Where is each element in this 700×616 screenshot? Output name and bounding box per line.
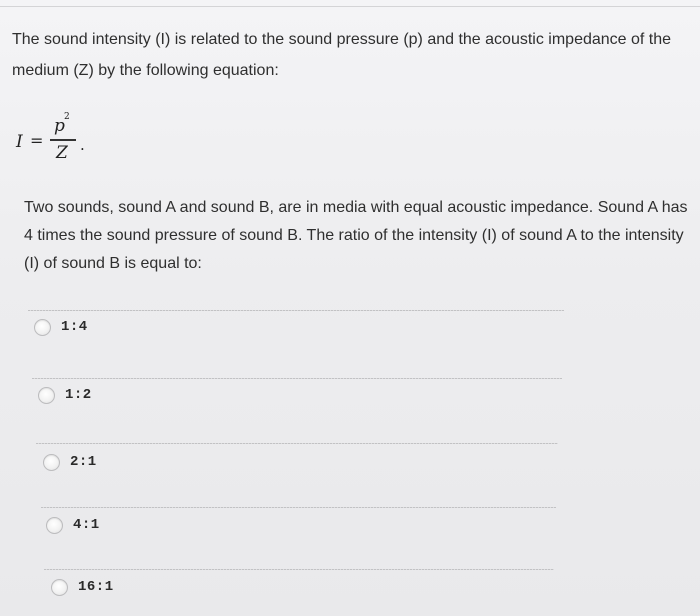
option-1-2[interactable]	[38, 384, 92, 406]
option-divider	[36, 443, 558, 444]
question-intro: The sound intensity (I) is related to the sound pressure (p) and the acoustic impedance of the medium (Z) by the following equation:	[12, 31, 672, 79]
radio-button[interactable]	[51, 579, 68, 596]
fraction-bar	[50, 139, 76, 141]
option-divider	[28, 310, 564, 311]
question-prompt: Two sounds, sound A and sound B, are in media with equal acoustic impedance. Sound A has 4 times the sound pressure of sound B. The ratio of the intensity (I) of sound A to the intensity (I) of sound B is equal to:	[24, 199, 688, 272]
equation-denominator: Z	[56, 143, 68, 163]
option-label: 2:1	[70, 454, 97, 470]
option-label: 16:1	[78, 579, 114, 595]
option-label: 1:4	[61, 319, 88, 335]
equation-terminator: .	[80, 136, 85, 154]
option-16-1[interactable]	[51, 576, 114, 598]
option-divider	[32, 378, 562, 379]
option-divider	[44, 569, 554, 570]
radio-button[interactable]	[38, 387, 55, 404]
option-2-1[interactable]	[43, 451, 97, 473]
equation-exponent: 2	[64, 112, 70, 122]
equation-equals-sign: =	[30, 131, 44, 150]
option-1-4[interactable]	[34, 316, 88, 338]
equation-lhs: I	[16, 132, 23, 152]
intensity-equation	[16, 112, 86, 168]
radio-button[interactable]	[43, 454, 60, 471]
option-label: 1:2	[65, 387, 92, 403]
radio-button[interactable]	[34, 319, 51, 336]
option-label: 4:1	[73, 517, 100, 533]
top-divider	[0, 6, 700, 7]
option-4-1[interactable]	[46, 514, 100, 536]
equation-numerator: p	[54, 116, 65, 136]
option-divider	[41, 507, 556, 508]
radio-button[interactable]	[46, 517, 63, 534]
